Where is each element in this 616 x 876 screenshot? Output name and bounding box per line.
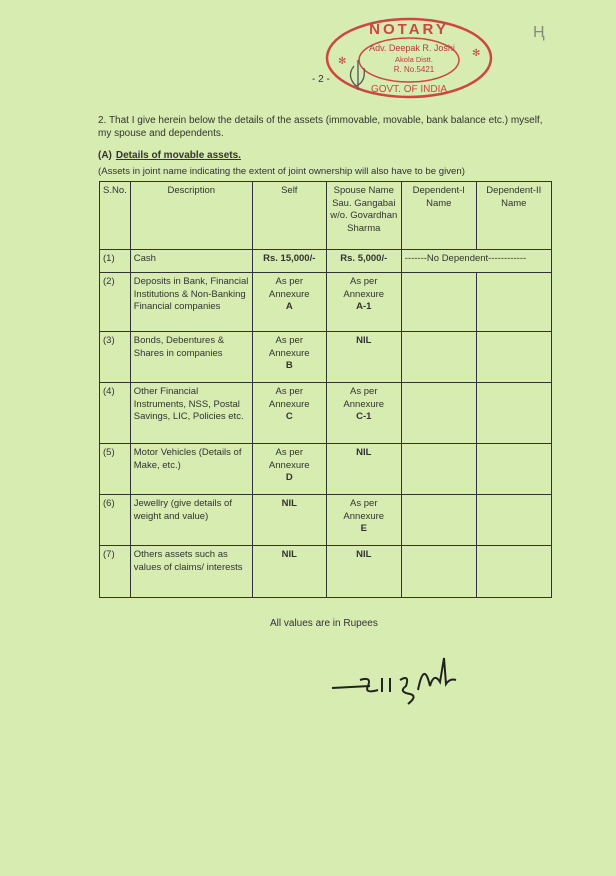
- header-dependent-2: Dependent-II Name: [476, 182, 551, 250]
- self-text: As per Annexure: [268, 447, 310, 471]
- dependent-1-value: [401, 273, 476, 332]
- page-number: - 2 -: [312, 74, 330, 85]
- self-value: NIL: [252, 546, 326, 598]
- svg-text:✻: ✻: [472, 48, 481, 59]
- self-text: As per Annexure: [268, 386, 310, 410]
- sno: (2): [100, 273, 131, 332]
- description: Cash: [130, 250, 252, 273]
- dependent-1-value: [401, 444, 476, 495]
- spouse-ref: C-1: [356, 411, 372, 422]
- signature: [330, 650, 480, 710]
- table-row: [100, 332, 552, 383]
- description: Others assets such as values of claims/ interests: [130, 546, 252, 598]
- spouse-ref: A-1: [356, 301, 372, 312]
- spouse-value: NIL: [326, 332, 401, 383]
- stamp-district: Akola Distt.: [395, 55, 433, 64]
- self-value: [252, 444, 326, 495]
- stamp-bottom: GOVT. OF INDIA: [370, 84, 448, 95]
- self-value: [252, 383, 326, 444]
- self-text: As per Annexure: [268, 276, 310, 300]
- pen-mark: Ⱨ: [533, 24, 545, 41]
- spouse-text: As per Annexure: [343, 498, 385, 522]
- table-row: [100, 444, 552, 495]
- table-row: [100, 383, 552, 444]
- sno: (4): [100, 383, 131, 444]
- description: Other Financial Instruments, NSS, Postal Savings, LIC, Policies etc.: [130, 383, 252, 444]
- notary-stamp: [324, 16, 494, 100]
- table-header-row: [100, 182, 552, 250]
- spouse-text: As per Annexure: [343, 276, 385, 300]
- sno: (6): [100, 495, 131, 546]
- table-row: [100, 546, 552, 598]
- dependent-2-value: [476, 332, 551, 383]
- stamp-top: NOTARY: [369, 21, 449, 38]
- spouse-value: [326, 383, 401, 444]
- sno: (7): [100, 546, 131, 598]
- self-value: [252, 273, 326, 332]
- description: Bonds, Debentures & Shares in companies: [130, 332, 252, 383]
- spouse-text: As per Annexure: [343, 386, 385, 410]
- table-row: [100, 495, 552, 546]
- values-note: All values are in Rupees: [270, 618, 378, 629]
- description: Motor Vehicles (Details of Make, etc.): [130, 444, 252, 495]
- table-row: [100, 273, 552, 332]
- dependent-2-value: [476, 495, 551, 546]
- sno: (3): [100, 332, 131, 383]
- spouse-value: NIL: [326, 444, 401, 495]
- section-title: Details of movable assets.: [115, 150, 241, 161]
- header-description: Description: [130, 182, 252, 250]
- spouse-value: Rs. 5,000/-: [326, 250, 401, 273]
- self-ref: A: [285, 301, 293, 312]
- section-heading: [98, 150, 241, 161]
- dependent-1-value: [401, 495, 476, 546]
- stamp-reg: R. No.5421: [393, 65, 435, 74]
- header-spouse: Spouse Name Sau. Gangabai w/o. Govardhan Sharma: [326, 182, 401, 250]
- spouse-value: [326, 495, 401, 546]
- self-ref: C: [285, 411, 293, 422]
- header-sno: S.No.: [100, 182, 131, 250]
- dependents-value: -------No Dependent------------: [401, 250, 551, 273]
- dependent-1-value: [401, 332, 476, 383]
- section-label: (A): [98, 150, 112, 161]
- self-ref: D: [285, 472, 293, 483]
- dependent-2-value: [476, 546, 551, 598]
- sno: (1): [100, 250, 131, 273]
- movable-assets-table: [99, 181, 552, 598]
- joint-ownership-note: (Assets in joint name indicating the extent of joint ownership will also have to be given): [98, 166, 465, 177]
- self-text: As per Annexure: [268, 335, 310, 359]
- dependent-2-value: [476, 383, 551, 444]
- stamp-name: Adv. Deepak R. Joshi: [369, 43, 455, 53]
- declaration-paragraph: 2. That I give herein below the details of the assets (immovable, movable, bank balance etc.) myself, my spouse and dependents.: [98, 115, 543, 139]
- spouse-ref: E: [360, 523, 367, 534]
- dependent-2-value: [476, 273, 551, 332]
- self-ref: B: [285, 360, 293, 371]
- header-dependent-1: Dependent-I Name: [401, 182, 476, 250]
- table-row: [100, 250, 552, 273]
- self-value: Rs. 15,000/-: [252, 250, 326, 273]
- spouse-value: NIL: [326, 546, 401, 598]
- header-self: Self: [252, 182, 326, 250]
- description: Deposits in Bank, Financial Institutions & Non-Banking Financial companies: [130, 273, 252, 332]
- self-value: NIL: [252, 495, 326, 546]
- svg-text:✻: ✻: [338, 56, 347, 67]
- dependent-1-value: [401, 383, 476, 444]
- spouse-value: [326, 273, 401, 332]
- dependent-1-value: [401, 546, 476, 598]
- sno: (5): [100, 444, 131, 495]
- self-value: [252, 332, 326, 383]
- dependent-2-value: [476, 444, 551, 495]
- description: Jewellry (give details of weight and value): [130, 495, 252, 546]
